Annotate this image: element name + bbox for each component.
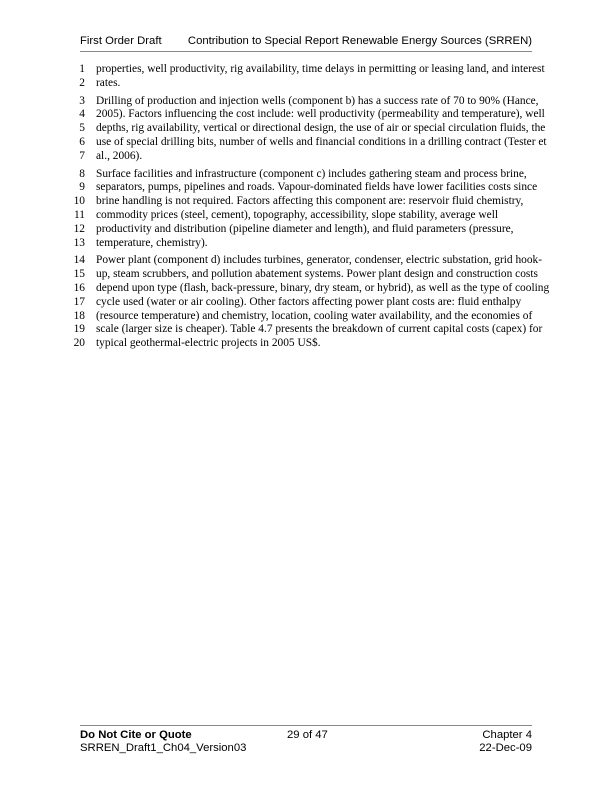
text-line [0, 121, 612, 135]
footer-chapter: Chapter 4 [482, 729, 532, 741]
line-text: al., 2006). [96, 149, 143, 162]
text-line [0, 253, 612, 267]
text-line [0, 267, 612, 281]
line-number: 8 [79, 167, 85, 180]
line-text: Drilling of production and injection wells (component b) has a success rate of 70 to 90% (Hance, [96, 94, 539, 107]
line-text: separators, pumps, pipelines and roads. Vapour-dominated fields have lower facilities costs since [96, 181, 538, 194]
text-line [0, 194, 612, 208]
line-number: 2 [79, 76, 85, 89]
line-text: productivity and distribution (pipeline diameter and length), and fluid parameters (pressure, [96, 222, 514, 235]
line-number: 4 [79, 108, 85, 121]
text-line [0, 281, 612, 295]
line-text: typical geothermal-electric projects in 2005 US$. [96, 337, 321, 350]
line-text: up, steam scrubbers, and pollution abatement systems. Power plant design and construction costs [96, 268, 538, 281]
text-line [0, 222, 612, 236]
text-line [0, 180, 612, 194]
line-number: 3 [79, 94, 85, 107]
line-text: temperature, chemistry). [96, 236, 208, 249]
footer-page-number: 29 of 47 [287, 729, 328, 741]
line-text: brine handling is not required. Factors affecting this component are: reservoir fluid chemistry, [96, 195, 524, 208]
line-number: 19 [73, 323, 85, 336]
line-number: 5 [79, 122, 85, 135]
line-number: 11 [74, 209, 85, 221]
line-number: 14 [73, 254, 85, 267]
footer-rule [80, 725, 532, 726]
line-text: scale (larger size is cheaper). Table 4.7 presents the breakdown of current capital costs (capex) for [96, 323, 543, 336]
line-number: 17 [73, 295, 85, 308]
line-number: 10 [73, 195, 85, 208]
line-number: 7 [79, 149, 85, 162]
text-line [0, 167, 612, 181]
line-text: commodity prices (steel, cement), topography, accessibility, slope stability, average well [96, 209, 499, 221]
text-line [0, 107, 612, 121]
line-text: use of special drilling bits, number of wells and financial conditions in a drilling contract (Tester et [96, 136, 547, 148]
footer-doc-id: SRREN_Draft1_Ch04_Version03 [80, 742, 247, 754]
footer-notice: Do Not Cite or Quote [80, 729, 192, 741]
line-number: 18 [73, 309, 85, 322]
line-number: 16 [73, 282, 85, 294]
line-text: Power plant (component d) includes turbines, generator, condenser, electric substation, grid hook- [96, 254, 543, 267]
line-number: 1 [79, 63, 85, 75]
line-text: (resource temperature) and chemistry, location, cooling water availability, and the economies of [96, 309, 533, 322]
text-line [0, 336, 612, 350]
line-text: rates. [96, 76, 121, 89]
line-number: 12 [73, 222, 85, 235]
line-number: 20 [73, 337, 85, 350]
text-line [0, 295, 612, 309]
text-line [0, 208, 612, 222]
header-report-title: Contribution to Special Report Renewable Energy Sources (SRREN) [187, 35, 532, 47]
line-text: depend upon type (flash, back-pressure, binary, dry steam, or hybrid), as well as the type of cooling [96, 282, 550, 294]
header-draft-label: First Order Draft [80, 35, 162, 47]
text-line [0, 322, 612, 336]
line-number: 13 [73, 236, 85, 249]
text-line [0, 76, 612, 90]
text-line [0, 62, 612, 76]
footer-date: 22-Dec-09 [479, 742, 532, 754]
line-text: Surface facilities and infrastructure (component c) includes gathering steam and process brine, [96, 167, 527, 180]
line-number: 6 [79, 136, 85, 148]
text-line [0, 135, 612, 149]
text-line [0, 94, 612, 108]
header-rule [80, 51, 532, 52]
line-number: 9 [79, 181, 85, 194]
text-line [0, 309, 612, 323]
text-line [0, 236, 612, 250]
line-text: depths, rig availability, vertical or directional design, the use of air or special circulation fluids, the [96, 122, 546, 135]
line-text: properties, well productivity, rig availability, time delays in permitting or leasing land, and interest [96, 63, 545, 75]
line-text: cycle used (water or air cooling). Other factors affecting power plant costs are: fluid enthalpy [96, 295, 522, 308]
text-line [0, 149, 612, 163]
line-text: 2005). Factors influencing the cost include: well productivity (permeability and temperature), well [96, 108, 545, 121]
line-number: 15 [73, 268, 85, 281]
